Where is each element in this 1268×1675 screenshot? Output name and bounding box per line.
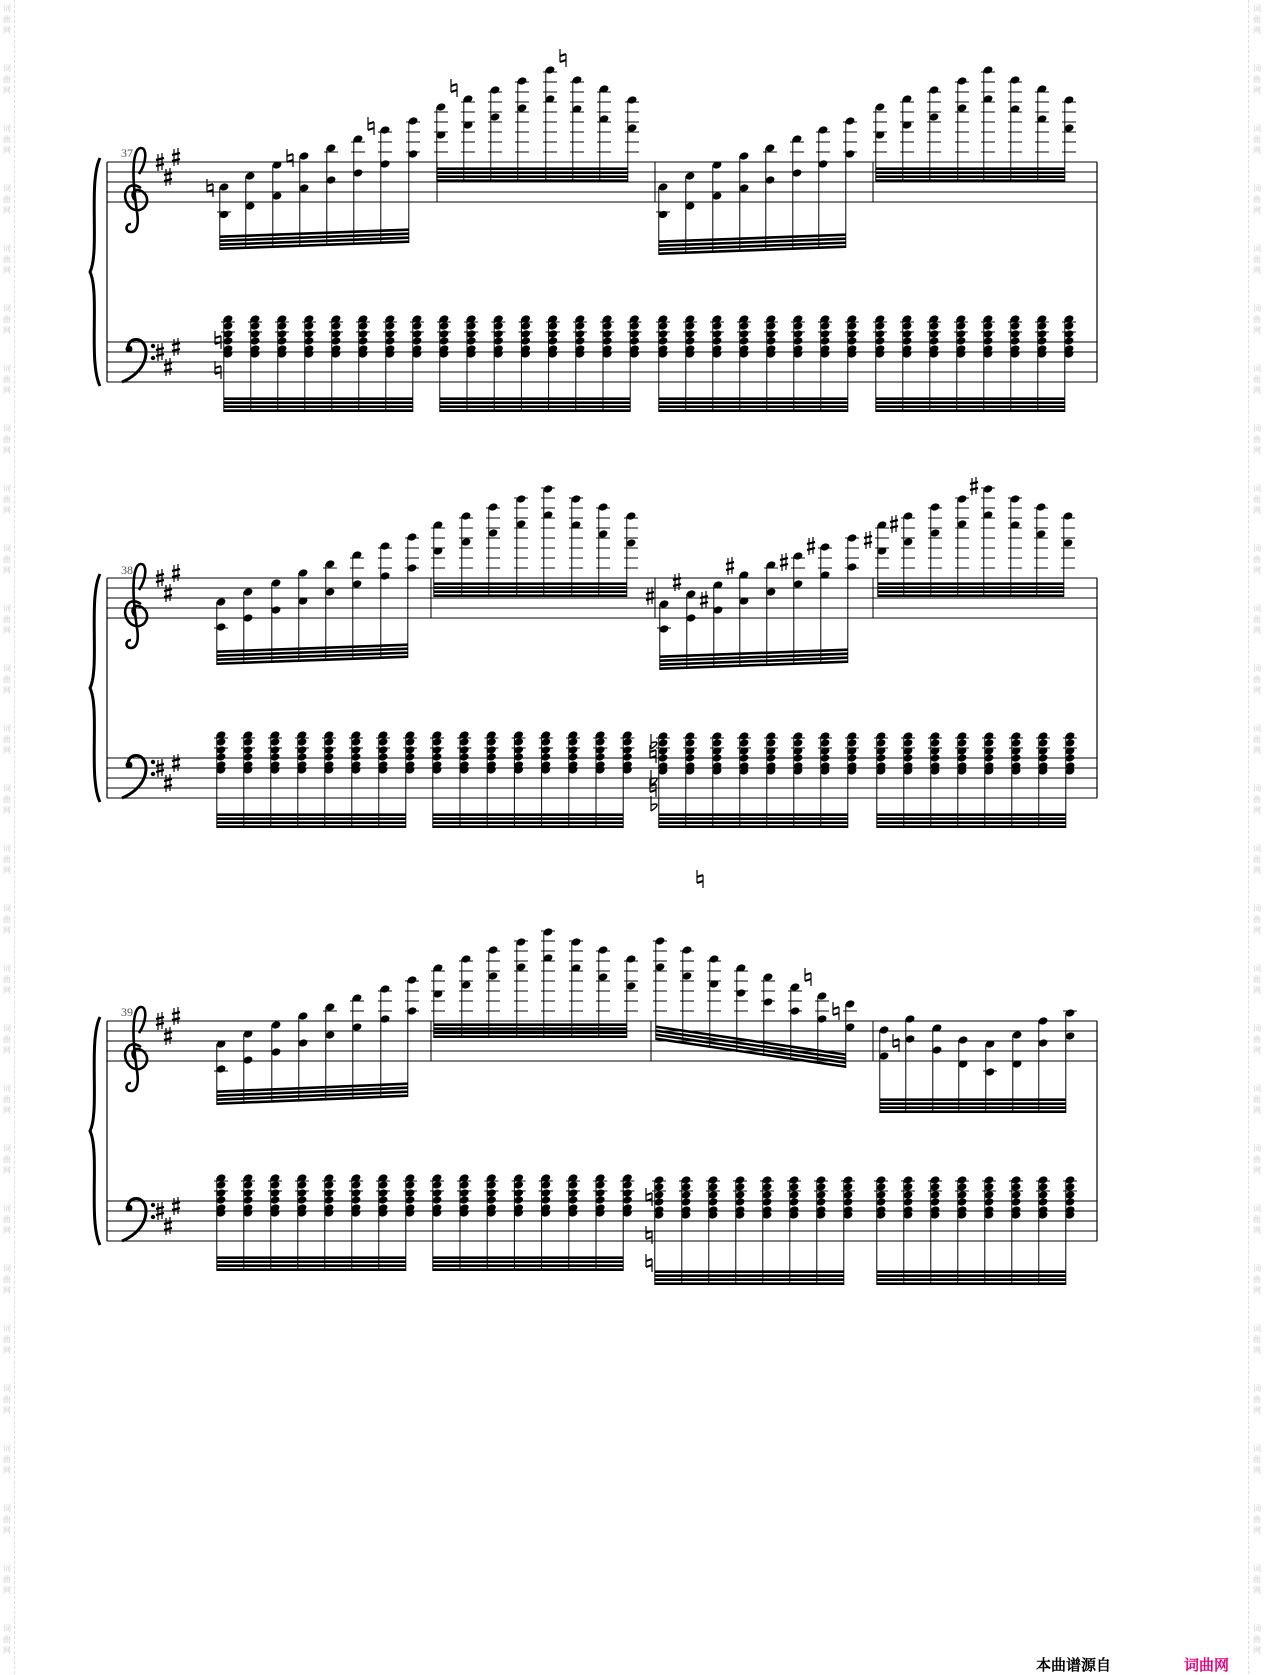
- watermark-glyph: 曲: [3, 615, 11, 624]
- beam: [434, 1027, 627, 1030]
- watermark-glyph: 曲: [1253, 195, 1261, 204]
- beam: [876, 401, 1065, 404]
- beam: [655, 1270, 844, 1273]
- watermark-glyph: 词: [1253, 64, 1261, 73]
- beam: [880, 1110, 1066, 1113]
- key-signature-sharp: [172, 148, 180, 166]
- watermark-glyph: 词: [1253, 604, 1261, 613]
- watermark-glyph: 曲: [3, 855, 11, 864]
- sharp-accidental: [646, 587, 654, 605]
- watermark-glyph: 词: [1253, 784, 1261, 793]
- beam: [433, 813, 623, 816]
- beam: [659, 821, 848, 824]
- watermark-glyph: 词: [1253, 1444, 1261, 1453]
- watermark-glyph: 网: [1253, 26, 1261, 35]
- watermark-glyph: 曲: [1253, 315, 1261, 324]
- beam: [877, 821, 1066, 824]
- watermark-glyph: 词: [3, 1624, 11, 1633]
- watermark-glyph: 网: [1253, 266, 1261, 275]
- watermark-glyph: 网: [1253, 986, 1261, 995]
- beam: [440, 401, 630, 404]
- beam: [224, 401, 413, 404]
- watermark-glyph: 词: [3, 1024, 11, 1033]
- watermark-glyph: 网: [3, 146, 11, 155]
- watermark-glyph: 曲: [3, 1395, 11, 1404]
- beam: [659, 409, 848, 412]
- watermark-glyph: 网: [3, 626, 11, 635]
- watermark-glyph: 词: [3, 664, 11, 673]
- beam: [878, 594, 1064, 597]
- watermark-glyph: 网: [3, 686, 11, 695]
- natural-accidental: [833, 1002, 839, 1020]
- footer-site-link[interactable]: 词曲网: [1184, 1656, 1230, 1674]
- beam: [217, 825, 406, 828]
- watermark-glyph: 网: [1253, 686, 1261, 695]
- watermark-glyph: 曲: [3, 1635, 11, 1644]
- watermark-glyph: 网: [1253, 1406, 1261, 1415]
- watermark-glyph: 词: [1253, 364, 1261, 373]
- sharp-accidental: [807, 537, 815, 555]
- watermark-glyph: 网: [1253, 1166, 1261, 1175]
- watermark-glyph: 网: [3, 1106, 11, 1115]
- watermark-glyph: 网: [3, 566, 11, 575]
- watermark-glyph: 词: [3, 64, 11, 73]
- beam: [876, 171, 1065, 174]
- watermark-glyph: 词: [1253, 664, 1261, 673]
- watermark-glyph: 网: [3, 986, 11, 995]
- watermark-glyph: 网: [3, 806, 11, 815]
- treble-clef: [125, 564, 147, 648]
- watermark-glyph: 网: [3, 446, 11, 455]
- natural-accidental: [368, 117, 374, 135]
- beam: [878, 590, 1064, 593]
- watermark-glyph: 曲: [1253, 1455, 1261, 1464]
- watermark-glyph: 网: [3, 926, 11, 935]
- beam: [434, 1035, 627, 1038]
- beam: [434, 582, 627, 585]
- measure-number-37: 37: [121, 146, 133, 160]
- watermark-glyph: 词: [1253, 904, 1261, 913]
- watermark-glyph: 曲: [3, 135, 11, 144]
- watermark-glyph: 词: [3, 964, 11, 973]
- watermark-glyph: 曲: [3, 675, 11, 684]
- watermark-glyph: 词: [1253, 1264, 1261, 1273]
- sharp-accidental: [890, 515, 898, 533]
- bass-clef: [122, 755, 155, 798]
- watermark-glyph: 曲: [1253, 1095, 1261, 1104]
- bass-clef: [122, 339, 155, 382]
- beam: [433, 825, 623, 828]
- watermark-glyph: 网: [1253, 1346, 1261, 1355]
- watermark-glyph: 网: [1253, 746, 1261, 755]
- natural-accidental: [646, 1188, 652, 1206]
- watermark-glyph: 词: [3, 1324, 11, 1333]
- watermark-glyph: 曲: [1253, 855, 1261, 864]
- beam: [217, 817, 406, 820]
- watermark-glyph: 曲: [3, 1515, 11, 1524]
- watermark-glyph: 网: [3, 1286, 11, 1295]
- watermark-glyph: 曲: [3, 1035, 11, 1044]
- watermark-glyph: 曲: [1253, 795, 1261, 804]
- key-signature-sharp: [172, 1197, 180, 1215]
- watermark-glyph: 曲: [3, 75, 11, 84]
- watermark-glyph: 词: [3, 544, 11, 553]
- watermark-glyph: 曲: [1253, 1635, 1261, 1644]
- beam: [433, 821, 623, 824]
- watermark-glyph: 曲: [1253, 1275, 1261, 1284]
- watermark-glyph: 词: [1253, 244, 1261, 253]
- beam: [876, 405, 1065, 408]
- beam: [877, 1282, 1066, 1285]
- beam: [434, 1023, 627, 1026]
- watermark-glyph: 词: [3, 124, 11, 133]
- natural-accidental: [215, 331, 221, 349]
- watermark-glyph: 曲: [3, 495, 11, 504]
- watermark-glyph: 曲: [1253, 1215, 1261, 1224]
- watermark-glyph: 曲: [1253, 1575, 1261, 1584]
- watermark-glyph: 曲: [1253, 1515, 1261, 1524]
- watermark-glyph: 词: [1253, 1144, 1261, 1153]
- watermark-glyph: 曲: [1253, 1155, 1261, 1164]
- watermark-glyph: 词: [3, 484, 11, 493]
- watermark-glyph: 曲: [1253, 255, 1261, 264]
- watermark-glyph: 词: [3, 604, 11, 613]
- watermark-glyph: 词: [1253, 1504, 1261, 1513]
- watermark-glyph: 曲: [1253, 975, 1261, 984]
- watermark-glyph: 网: [1253, 506, 1261, 515]
- watermark-glyph: 网: [1253, 1526, 1261, 1535]
- watermark-glyph: 词: [3, 1204, 11, 1213]
- watermark-glyph: 网: [3, 1586, 11, 1595]
- key-signature-sharp: [172, 1007, 180, 1025]
- system-38: [90, 477, 1097, 828]
- watermark-glyph: 网: [1253, 386, 1261, 395]
- beam: [217, 813, 406, 816]
- watermark-glyph: 词: [3, 1504, 11, 1513]
- watermark-glyph: 网: [1253, 1646, 1261, 1655]
- watermark-glyph: 词: [3, 1084, 11, 1093]
- watermark-glyph: 曲: [3, 555, 11, 564]
- watermark-glyph: 词: [1253, 424, 1261, 433]
- watermark-glyph: 词: [3, 244, 11, 253]
- beam: [877, 825, 1066, 828]
- beam: [659, 813, 848, 816]
- system-39: [90, 870, 1097, 1285]
- beam: [880, 1102, 1066, 1105]
- watermark-glyph: 曲: [3, 975, 11, 984]
- watermark-glyph: 网: [1253, 146, 1261, 155]
- beam: [655, 1278, 844, 1281]
- watermark-glyph: 曲: [3, 195, 11, 204]
- watermark-glyph: 网: [3, 506, 11, 515]
- watermark-glyph: 词: [3, 184, 11, 193]
- beam: [659, 397, 848, 400]
- watermark-glyph: 曲: [3, 255, 11, 264]
- beam: [434, 586, 627, 589]
- beam: [433, 1256, 623, 1259]
- watermark-glyph: 曲: [3, 15, 11, 24]
- watermark-glyph: 曲: [3, 1455, 11, 1464]
- watermark-glyph: 词: [1253, 724, 1261, 733]
- beam: [659, 825, 848, 828]
- watermark-glyph: 网: [1253, 926, 1261, 935]
- beam: [434, 594, 627, 597]
- watermark-glyph: 词: [3, 844, 11, 853]
- watermark-glyph: 网: [3, 1466, 11, 1475]
- beam: [876, 167, 1065, 170]
- watermark-glyph: 词: [1253, 1624, 1261, 1633]
- beam: [880, 1106, 1066, 1109]
- beam: [876, 409, 1065, 412]
- watermark-glyph: 词: [3, 1444, 11, 1453]
- natural-accidental: [805, 968, 811, 986]
- key-signature-sharp: [172, 754, 180, 772]
- key-signature-sharp: [164, 358, 172, 376]
- beam: [876, 175, 1065, 178]
- watermark-glyph: 曲: [1253, 75, 1261, 84]
- watermark-glyph: 网: [1253, 566, 1261, 575]
- beam: [217, 1256, 406, 1259]
- watermark-glyph: 网: [1253, 806, 1261, 815]
- beam: [877, 1278, 1066, 1281]
- beam: [434, 1031, 627, 1034]
- key-signature-sharp: [172, 564, 180, 582]
- watermark-glyph: 网: [3, 746, 11, 755]
- watermark-glyph: 曲: [1253, 15, 1261, 24]
- beam: [655, 1274, 844, 1277]
- beam: [877, 1274, 1066, 1277]
- watermark-glyph: 词: [1253, 544, 1261, 553]
- watermark-glyph: 网: [1253, 1226, 1261, 1235]
- key-signature-sharp: [164, 168, 172, 186]
- beam: [876, 397, 1065, 400]
- watermark-glyph: 网: [1253, 626, 1261, 635]
- beam: [433, 1268, 623, 1271]
- watermark-glyph: 词: [3, 4, 11, 13]
- beam: [433, 1260, 623, 1263]
- watermark-glyph: 网: [1253, 1106, 1261, 1115]
- natural-accidental: [451, 79, 457, 97]
- measure-number-38: 38: [121, 563, 133, 577]
- sharp-accidental: [780, 553, 788, 571]
- watermark-glyph: 词: [1253, 1324, 1261, 1333]
- watermark-glyph: 曲: [1253, 1035, 1261, 1044]
- watermark-glyph: 网: [3, 866, 11, 875]
- watermark-glyph: 词: [3, 424, 11, 433]
- watermark-glyph: 曲: [1253, 375, 1261, 384]
- beam: [437, 167, 628, 170]
- beam: [224, 397, 413, 400]
- watermark-glyph: 网: [3, 1646, 11, 1655]
- watermark-glyph: 网: [1253, 1286, 1261, 1295]
- beam: [440, 409, 630, 412]
- watermark-glyph: 词: [3, 1384, 11, 1393]
- watermark-glyph: 词: [1253, 4, 1261, 13]
- watermark-glyph: 词: [3, 304, 11, 313]
- beam: [437, 179, 628, 182]
- watermark-glyph: 网: [1253, 206, 1261, 215]
- beam: [224, 405, 413, 408]
- watermark-glyph: 网: [1253, 1466, 1261, 1475]
- watermark-glyph: 网: [1253, 1046, 1261, 1055]
- watermark-glyph: 词: [1253, 844, 1261, 853]
- watermark-glyph: 网: [3, 266, 11, 275]
- watermark-glyph: 曲: [3, 735, 11, 744]
- watermark-glyph: 曲: [1253, 555, 1261, 564]
- watermark-glyph: 词: [1253, 484, 1261, 493]
- watermark-glyph: 网: [3, 26, 11, 35]
- watermark-glyph: 词: [1253, 184, 1261, 193]
- watermark-glyph: 网: [3, 386, 11, 395]
- key-signature-sharp: [164, 1027, 172, 1045]
- watermark-glyph: 词: [1253, 304, 1261, 313]
- watermark-glyph: 网: [3, 1166, 11, 1175]
- beam: [217, 1260, 406, 1263]
- watermark-glyph: 网: [3, 86, 11, 95]
- treble-clef: [125, 1007, 147, 1091]
- beam: [659, 401, 848, 404]
- watermark-glyph: 曲: [1253, 915, 1261, 924]
- watermark-glyph: 词: [1253, 1204, 1261, 1213]
- key-signature-sharp: [172, 338, 180, 356]
- natural-accidental: [646, 1254, 652, 1272]
- watermark-glyph: 曲: [1253, 735, 1261, 744]
- brace: [90, 158, 100, 386]
- watermark-glyph: 词: [1253, 1564, 1261, 1573]
- treble-staff: [107, 1021, 1097, 1061]
- brace: [90, 574, 100, 802]
- watermark-glyph: 词: [3, 784, 11, 793]
- beam: [659, 405, 848, 408]
- watermark-glyph: 词: [3, 1264, 11, 1273]
- watermark-glyph: 曲: [3, 315, 11, 324]
- watermark-glyph: 网: [3, 206, 11, 215]
- treble-clef: [125, 148, 147, 232]
- watermark-glyph: 曲: [3, 435, 11, 444]
- beam: [877, 1270, 1066, 1273]
- beam: [878, 582, 1064, 585]
- watermark-glyph: 词: [1253, 1084, 1261, 1093]
- beam: [433, 817, 623, 820]
- watermark-glyph: 网: [3, 1526, 11, 1535]
- beam: [880, 1098, 1066, 1101]
- watermark-glyph: 曲: [3, 795, 11, 804]
- watermark-glyph: 网: [1253, 326, 1261, 335]
- watermark-glyph: 词: [3, 364, 11, 373]
- watermark-glyph: 词: [1253, 1384, 1261, 1393]
- watermark-glyph: 曲: [3, 1215, 11, 1224]
- natural-accidental: [893, 1034, 899, 1052]
- key-signature-sharp: [164, 584, 172, 602]
- watermark-glyph: 网: [3, 1226, 11, 1235]
- beam: [659, 817, 848, 820]
- watermark-glyph: 曲: [1253, 675, 1261, 684]
- beam: [217, 1264, 406, 1267]
- beam: [878, 586, 1064, 589]
- beam: [877, 813, 1066, 816]
- watermark-glyph: 曲: [3, 915, 11, 924]
- watermark-glyph: 曲: [3, 1095, 11, 1104]
- sharp-accidental: [970, 477, 978, 495]
- beam: [217, 821, 406, 824]
- beam: [655, 1282, 844, 1285]
- watermark-glyph: 网: [3, 1406, 11, 1415]
- system-37: [90, 49, 1097, 412]
- beam: [437, 175, 628, 178]
- brace: [90, 1017, 100, 1245]
- watermark-glyph: 词: [1253, 1024, 1261, 1033]
- natural-accidental: [287, 149, 293, 167]
- sharp-accidental: [700, 591, 708, 609]
- watermark-glyph: 网: [1253, 86, 1261, 95]
- watermark-glyph: 词: [3, 724, 11, 733]
- watermark-glyph: 网: [3, 1346, 11, 1355]
- watermark-glyph: 网: [3, 1046, 11, 1055]
- sharp-accidental: [864, 531, 872, 549]
- watermark-glyph: 词: [1253, 964, 1261, 973]
- key-signature-sharp: [164, 774, 172, 792]
- measure-number-39: 39: [121, 1005, 133, 1019]
- watermark-glyph: 曲: [3, 1335, 11, 1344]
- watermark-glyph: 网: [1253, 446, 1261, 455]
- footer-source-label: 本曲谱源自: [1036, 1656, 1112, 1674]
- watermark-glyph: 词: [1253, 124, 1261, 133]
- watermark-glyph: 曲: [3, 375, 11, 384]
- beam: [434, 590, 627, 593]
- watermark-glyph: 曲: [1253, 1335, 1261, 1344]
- watermark-glyph: 曲: [1253, 135, 1261, 144]
- watermark-glyph: 曲: [1253, 615, 1261, 624]
- natural-accidental: [697, 870, 703, 888]
- watermark-glyph: 网: [1253, 1586, 1261, 1595]
- natural-accidental: [215, 361, 221, 379]
- beam: [877, 817, 1066, 820]
- watermark-glyph: 词: [3, 1564, 11, 1573]
- flat-accidental: [651, 734, 657, 749]
- watermark-glyph: 曲: [1253, 495, 1261, 504]
- watermark-glyph: 曲: [3, 1275, 11, 1284]
- natural-accidental: [560, 49, 566, 67]
- beam: [217, 1268, 406, 1271]
- watermark-glyph: 网: [1253, 866, 1261, 875]
- watermark-glyph: 词: [3, 904, 11, 913]
- beam: [433, 1264, 623, 1267]
- watermark-glyph: 曲: [1253, 1395, 1261, 1404]
- watermark-glyph: 曲: [3, 1575, 11, 1584]
- beam: [437, 171, 628, 174]
- sharp-accidental: [726, 557, 734, 575]
- watermark-glyph: 曲: [1253, 435, 1261, 444]
- beam: [440, 397, 630, 400]
- watermark-glyph: 词: [3, 1144, 11, 1153]
- beam: [440, 405, 630, 408]
- key-signature-sharp: [164, 1217, 172, 1235]
- watermark-glyph: 曲: [3, 1155, 11, 1164]
- watermark-glyph: 网: [3, 326, 11, 335]
- bass-clef: [122, 1198, 155, 1241]
- beam: [224, 409, 413, 412]
- beam: [876, 179, 1065, 182]
